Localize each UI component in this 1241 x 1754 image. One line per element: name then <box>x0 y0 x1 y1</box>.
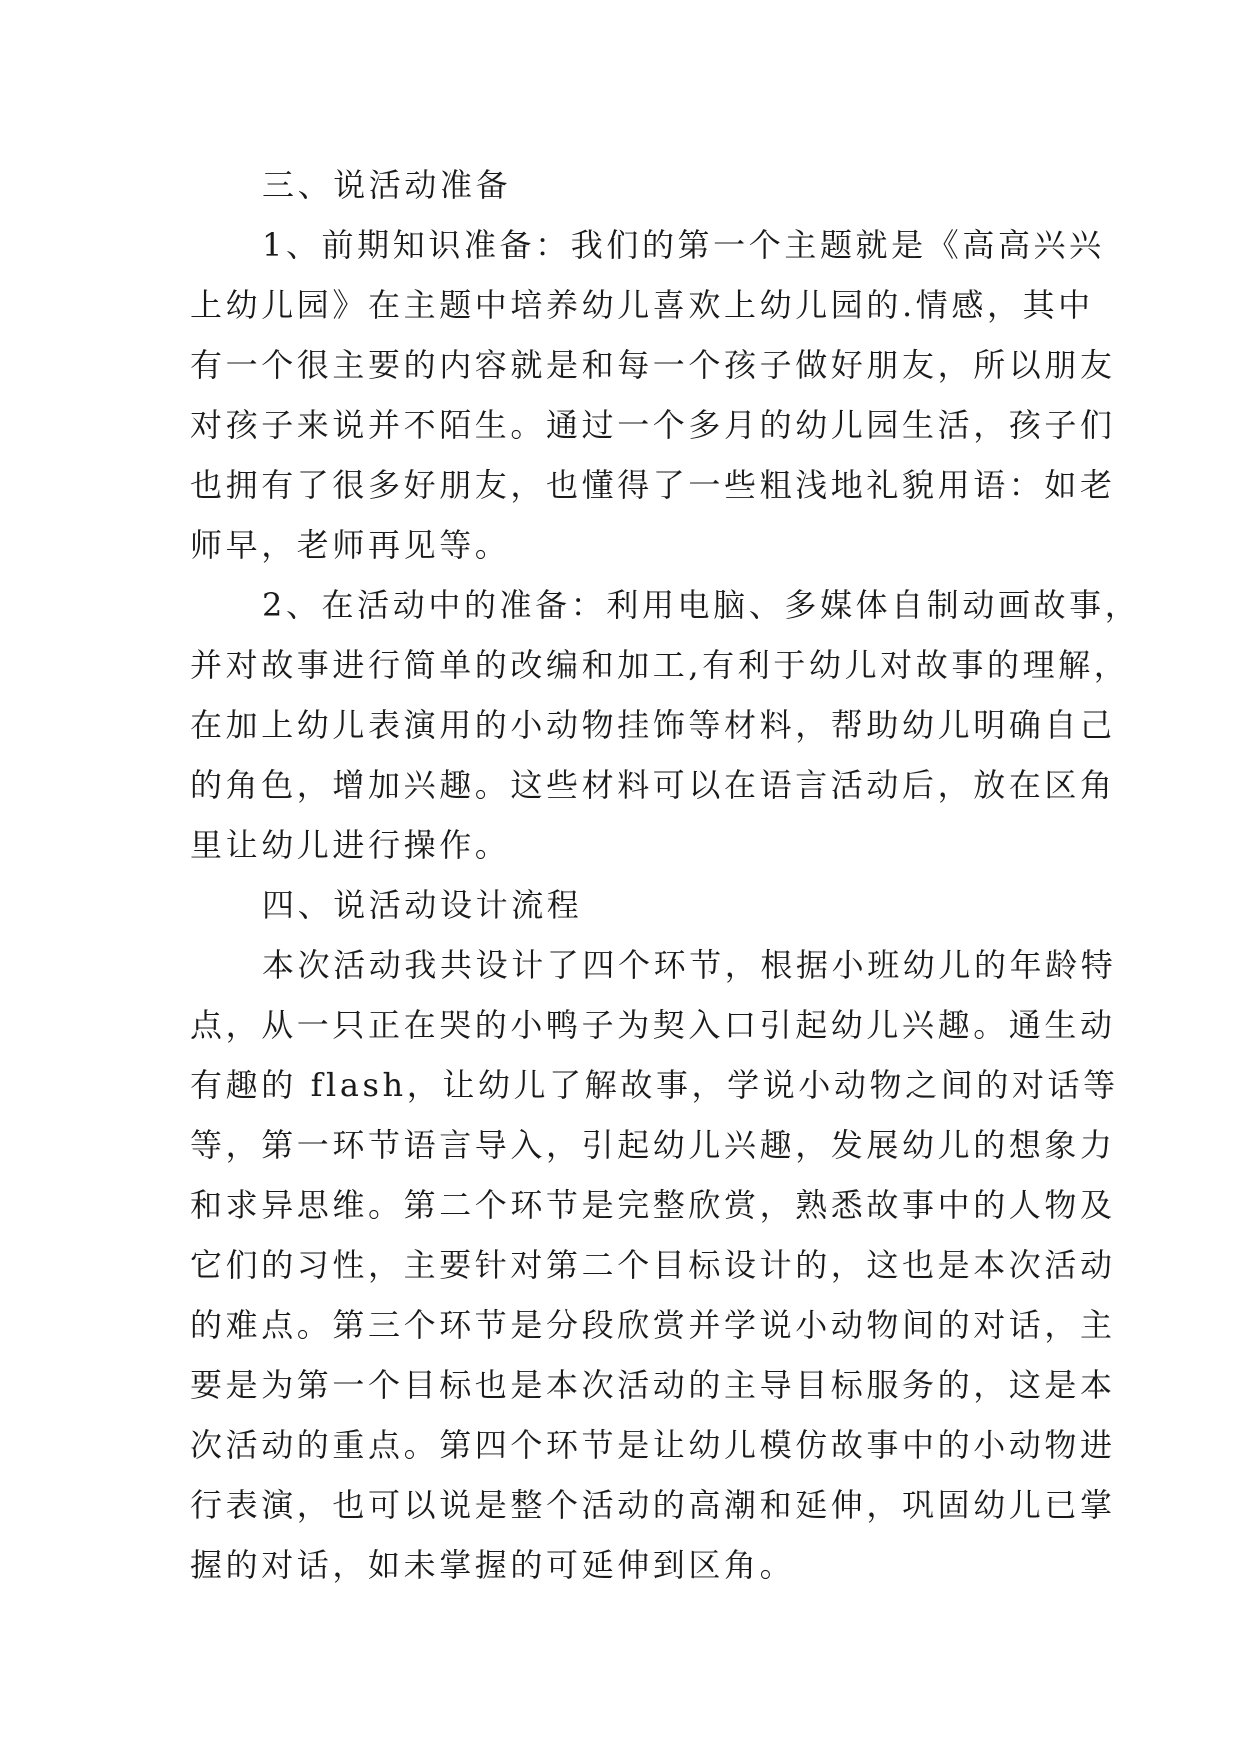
paragraph-line: 有一个很主要的内容就是和每一个孩子做好朋友，所以朋友 <box>190 346 1116 384</box>
paragraph-line: 的难点。第三个环节是分段欣赏并学说小动物间的对话，主 <box>190 1306 1116 1344</box>
paragraph-line: 行表演，也可以说是整个活动的高潮和延伸，巩固幼儿已掌 <box>190 1486 1116 1524</box>
paragraph-line: 它们的习性，主要针对第二个目标设计的，这也是本次活动 <box>190 1246 1116 1284</box>
paragraph-line: 要是为第一个目标也是本次活动的主导目标服务的，这是本 <box>190 1366 1116 1404</box>
paragraph-line: 点，从一只正在哭的小鸭子为契入口引起幼儿兴趣。通生动 <box>190 1006 1116 1044</box>
document-page <box>190 155 1141 1595</box>
section-heading-preparation: 三、说活动准备 <box>262 166 512 204</box>
paragraph-line: 在加上幼儿表演用的小动物挂饰等材料，帮助幼儿明确自己 <box>190 706 1116 744</box>
paragraph-line: 的角色，增加兴趣。这些材料可以在语言活动后，放在区角 <box>190 766 1116 804</box>
paragraph-line: 握的对话，如未掌握的可延伸到区角。 <box>190 1546 796 1584</box>
paragraph-line: 师早，老师再见等。 <box>190 526 511 564</box>
paragraph-line: 1、前期知识准备：我们的第一个主题就是《高高兴兴 <box>262 226 1105 264</box>
paragraph-line: 次活动的重点。第四个环节是让幼儿模仿故事中的小动物进 <box>190 1426 1116 1464</box>
section-heading-design-flow: 四、说活动设计流程 <box>262 886 583 924</box>
paragraph-line: 对孩子来说并不陌生。通过一个多月的幼儿园生活，孩子们 <box>190 406 1116 444</box>
paragraph-line: 等，第一环节语言导入，引起幼儿兴趣，发展幼儿的想象力 <box>190 1126 1116 1164</box>
paragraph-line: 本次活动我共设计了四个环节，根据小班幼儿的年龄特 <box>262 946 1117 984</box>
paragraph-line: 也拥有了很多好朋友，也懂得了一些粗浅地礼貌用语：如老 <box>190 466 1116 504</box>
paragraph-line: 和求异思维。第二个环节是完整欣赏，熟悉故事中的人物及 <box>190 1186 1116 1224</box>
paragraph-line: 并对故事进行简单的改编和加工,有利于幼儿对故事的理解， <box>190 646 1130 684</box>
paragraph-line: 上幼儿园》在主题中培养幼儿喜欢上幼儿园的.情感，其中 <box>190 286 1094 324</box>
paragraph-line: 有趣的 flash，让幼儿了解故事，学说小动物之间的对话等 <box>190 1066 1119 1104</box>
paragraph-line: 2、在活动中的准备：利用电脑、多媒体自制动画故事， <box>262 586 1141 624</box>
paragraph-line: 里让幼儿进行操作。 <box>190 826 511 864</box>
